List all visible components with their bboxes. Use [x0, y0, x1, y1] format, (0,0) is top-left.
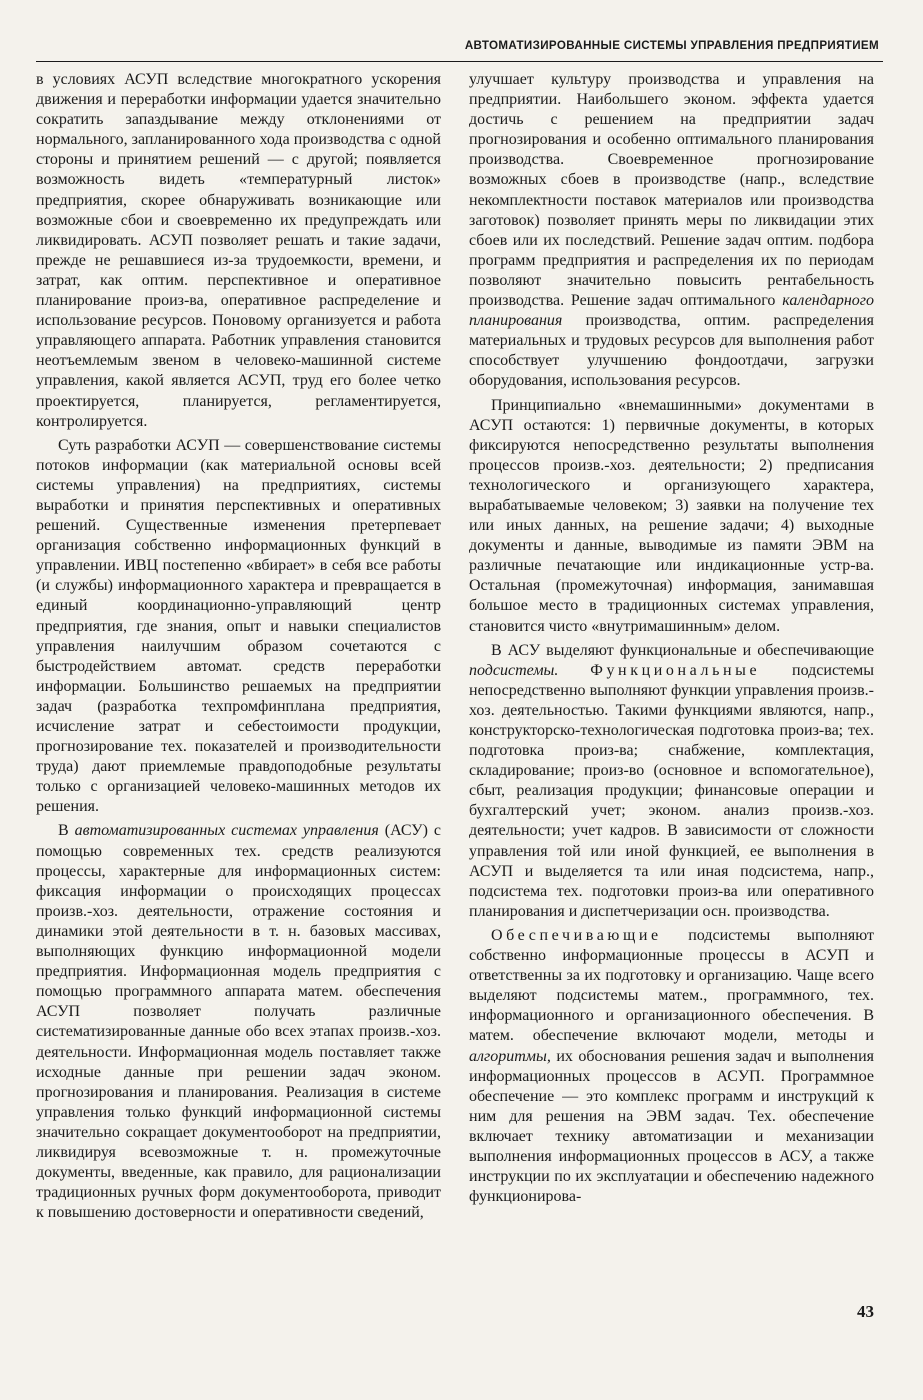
right-paragraph-2: Принципиально «внемашинными» документами в АСУП остаются: 1) первичные документы, в которых фиксируются непосредственно результаты выполнения процессов произв.-хоз. деятельности; 2) предписания технологического и организующего характера, вырабатываемые человеком; 3) заявки на получение тех или иных данных, на решение задачи; 4) выходные документы и данные, выводимые из памяти ЭВМ на различные печатающие или индикационные устр-ва. Остальная (промежуточная) информация, занимавшая большое место в традиционных системах управления, становится чисто «внутримашинным» делом. [469, 396, 874, 635]
right-paragraph-1 [469, 70, 874, 392]
right-p3-text-b: подсистемы непосредственно выполняют функции управления произв.-хоз. деятельностью. Такими функциями являются, напр., конструкторско-технологическая подготовка произ-ва; тех. подготовка произ-ва; снабжение, комплектация, складирование; произ-во (основное и вспомогательное), сбыт, реализация продукции; финансовые операции и бухгалтерский учет; эконом. анализ произв.-хоз. деятельности; учет кадров. В зависимости от сложности управления той или иной функцией, ее выполнения в АСУП и выделяется та или иная подсистема, напр., подсистема тех. подготовки произ-ва или оперативного планирования и диспетчеризации осн. производства. [469, 661, 875, 920]
right-p3-text-a: В АСУ выделяют функциональные и обеспечивающие [491, 641, 874, 659]
left-column [36, 70, 441, 1223]
asu-intro-word: В [58, 822, 69, 840]
subsystems-term: подсистемы. [469, 661, 559, 679]
left-paragraph-2: Суть разработки АСУП — совершенствование системы потоков информации (как материальной основы всей системы управления) на предприятиях, системы выработки и принятия перспективных и оперативных решений. Существенные изменения претерпевает организация собственно информационных функций в управлении. ИВЦ постепенно «вбирает» в себя все работы (и службы) информационного характера и превращается в единый координационно-управляющий центр предприятия, где знания, опыт и навыки специалистов управления наилучшим образом сочетаются с быстродействием автомат. средств переработки информации. Большинство решаемых на предприятии задач (разработка техпромфинплана предприятия, исчисление затрат и себестоимости продукции, прогнозирование тех. показателей и производительности труда) дают приемлемые правдоподобные результаты только с организацией человеко-машинных методов их решения. [36, 436, 441, 816]
right-p4-text-b: их обоснования решения задач и выполнения информационных процессов в АСУП. Программное обеспечение — это комплекс программ и инструкций к ним для решения на ЭВМ задач. Тех. обеспечение включает технику автоматизации и механизации выполнения информационных процессов в АСУ, а также инструкции по их эксплуатации и обеспечению надежного функционирова- [469, 1047, 875, 1206]
functional-term: Функциональные [590, 661, 761, 679]
asu-definition: (АСУ) с помощью современных тех. средств реализуются процессы, характерные для информационных систем: фиксация информации о происходящих процессах произв.-хоз. деятельности, отражение состояния и динамики этой деятельности в т. н. базовых массивах, выполняющих функцию информационной модели предприятия. Информационная модель предприятия с помощью программного аппарата матем. обеспечения АСУП позволяет получать различные систематизированные данные обо всех этапах произв.-хоз. деятельности. Информационная модель поставляет также исходные данные при решении задач эконом. прогнозирования и планирования. Реализация в системе управления только функций информационной системы значительно сокращает документооборот на предприятии, ликвидируя всевозможные т. н. промежуточные документы, введенные, как правило, для рационализации традиционных ручных форм документооборота, приводит к повышению достоверности и оперативности сведений, [36, 822, 442, 1222]
right-p1-text-b: производства, оптим. распределения материальных и трудовых ресурсов для выполнения работ способствует улучшению фондоотдачи, загрузки оборудования, использования ресурсов. [469, 312, 874, 390]
left-paragraph-3 [36, 821, 441, 1223]
supporting-term: Обеспечивающие [491, 926, 662, 944]
asu-term: автоматизированных системах управления [74, 822, 379, 840]
algorithms-term: алгоритмы, [469, 1047, 551, 1065]
right-column [469, 70, 874, 1207]
right-p4-text-a: подсистемы выполняют собственно информационные процессы в АСУП и ответственны за их подготовку и организацию. Чаще всего выделяют подсистемы матем., программного, тех. информационного и организационного обеспечения. В матем. обеспечение включают модели, методы и [469, 926, 874, 1045]
calendar-planning-term: календарного планирования [469, 292, 875, 330]
right-p1-text-a: улучшает культуру производства и управления на предприятии. Наибольшего эконом. эффекта удается достичь с решением на предприятии задач прогнозирования и особенно оптимального планирования производства. Своевременное прогнозирование возможных сбоев в производстве (напр., вследствие некомплектности поставок материалов или производства заготовок) позволяет принять меры по ликвидации этих сбоев или их последствий. Решение задач оптим. подбора программ предприятия и распределения их по периодам позволяют значительно повысить рентабельность производства. Решение задач оптимального [469, 71, 874, 310]
page-number: 43 [857, 1302, 874, 1321]
right-paragraph-4 [469, 926, 874, 1207]
running-header: АВТОМАТИЗИРОВАННЫЕ СИСТЕМЫ УПРАВЛЕНИЯ ПРЕДПРИЯТИЕМ [464, 39, 879, 52]
left-paragraph-1: в условиях АСУП вследствие многократного ускорения движения и переработки информации удается значительно сократить запаздывание между отклонениями от нормального, запланированного хода производства с одной стороны и принятием решений — с другой; появляется возможность видеть «температурный листок» предприятия, скорее обнаруживать возникающие или возможные сбои и своевременно их предупреждать или ликвидировать. АСУП позволяет решать и такие задачи, прежде не решавшиеся из-за трудоемкости, времени, и затрат, как оптим. перспективное и оперативное планирование произ-ва, оперативное распределение и использование ресурсов. Поновому организуется и работа управляющего аппарата. Работник управления становится неотъемлемым звеном в человеко-машинной системе управления, какой является АСУП, труд его более четко проектируется, планируется, регламентируется, контролируется. [36, 71, 441, 430]
header-rule [36, 61, 883, 62]
right-paragraph-3 [469, 641, 874, 922]
